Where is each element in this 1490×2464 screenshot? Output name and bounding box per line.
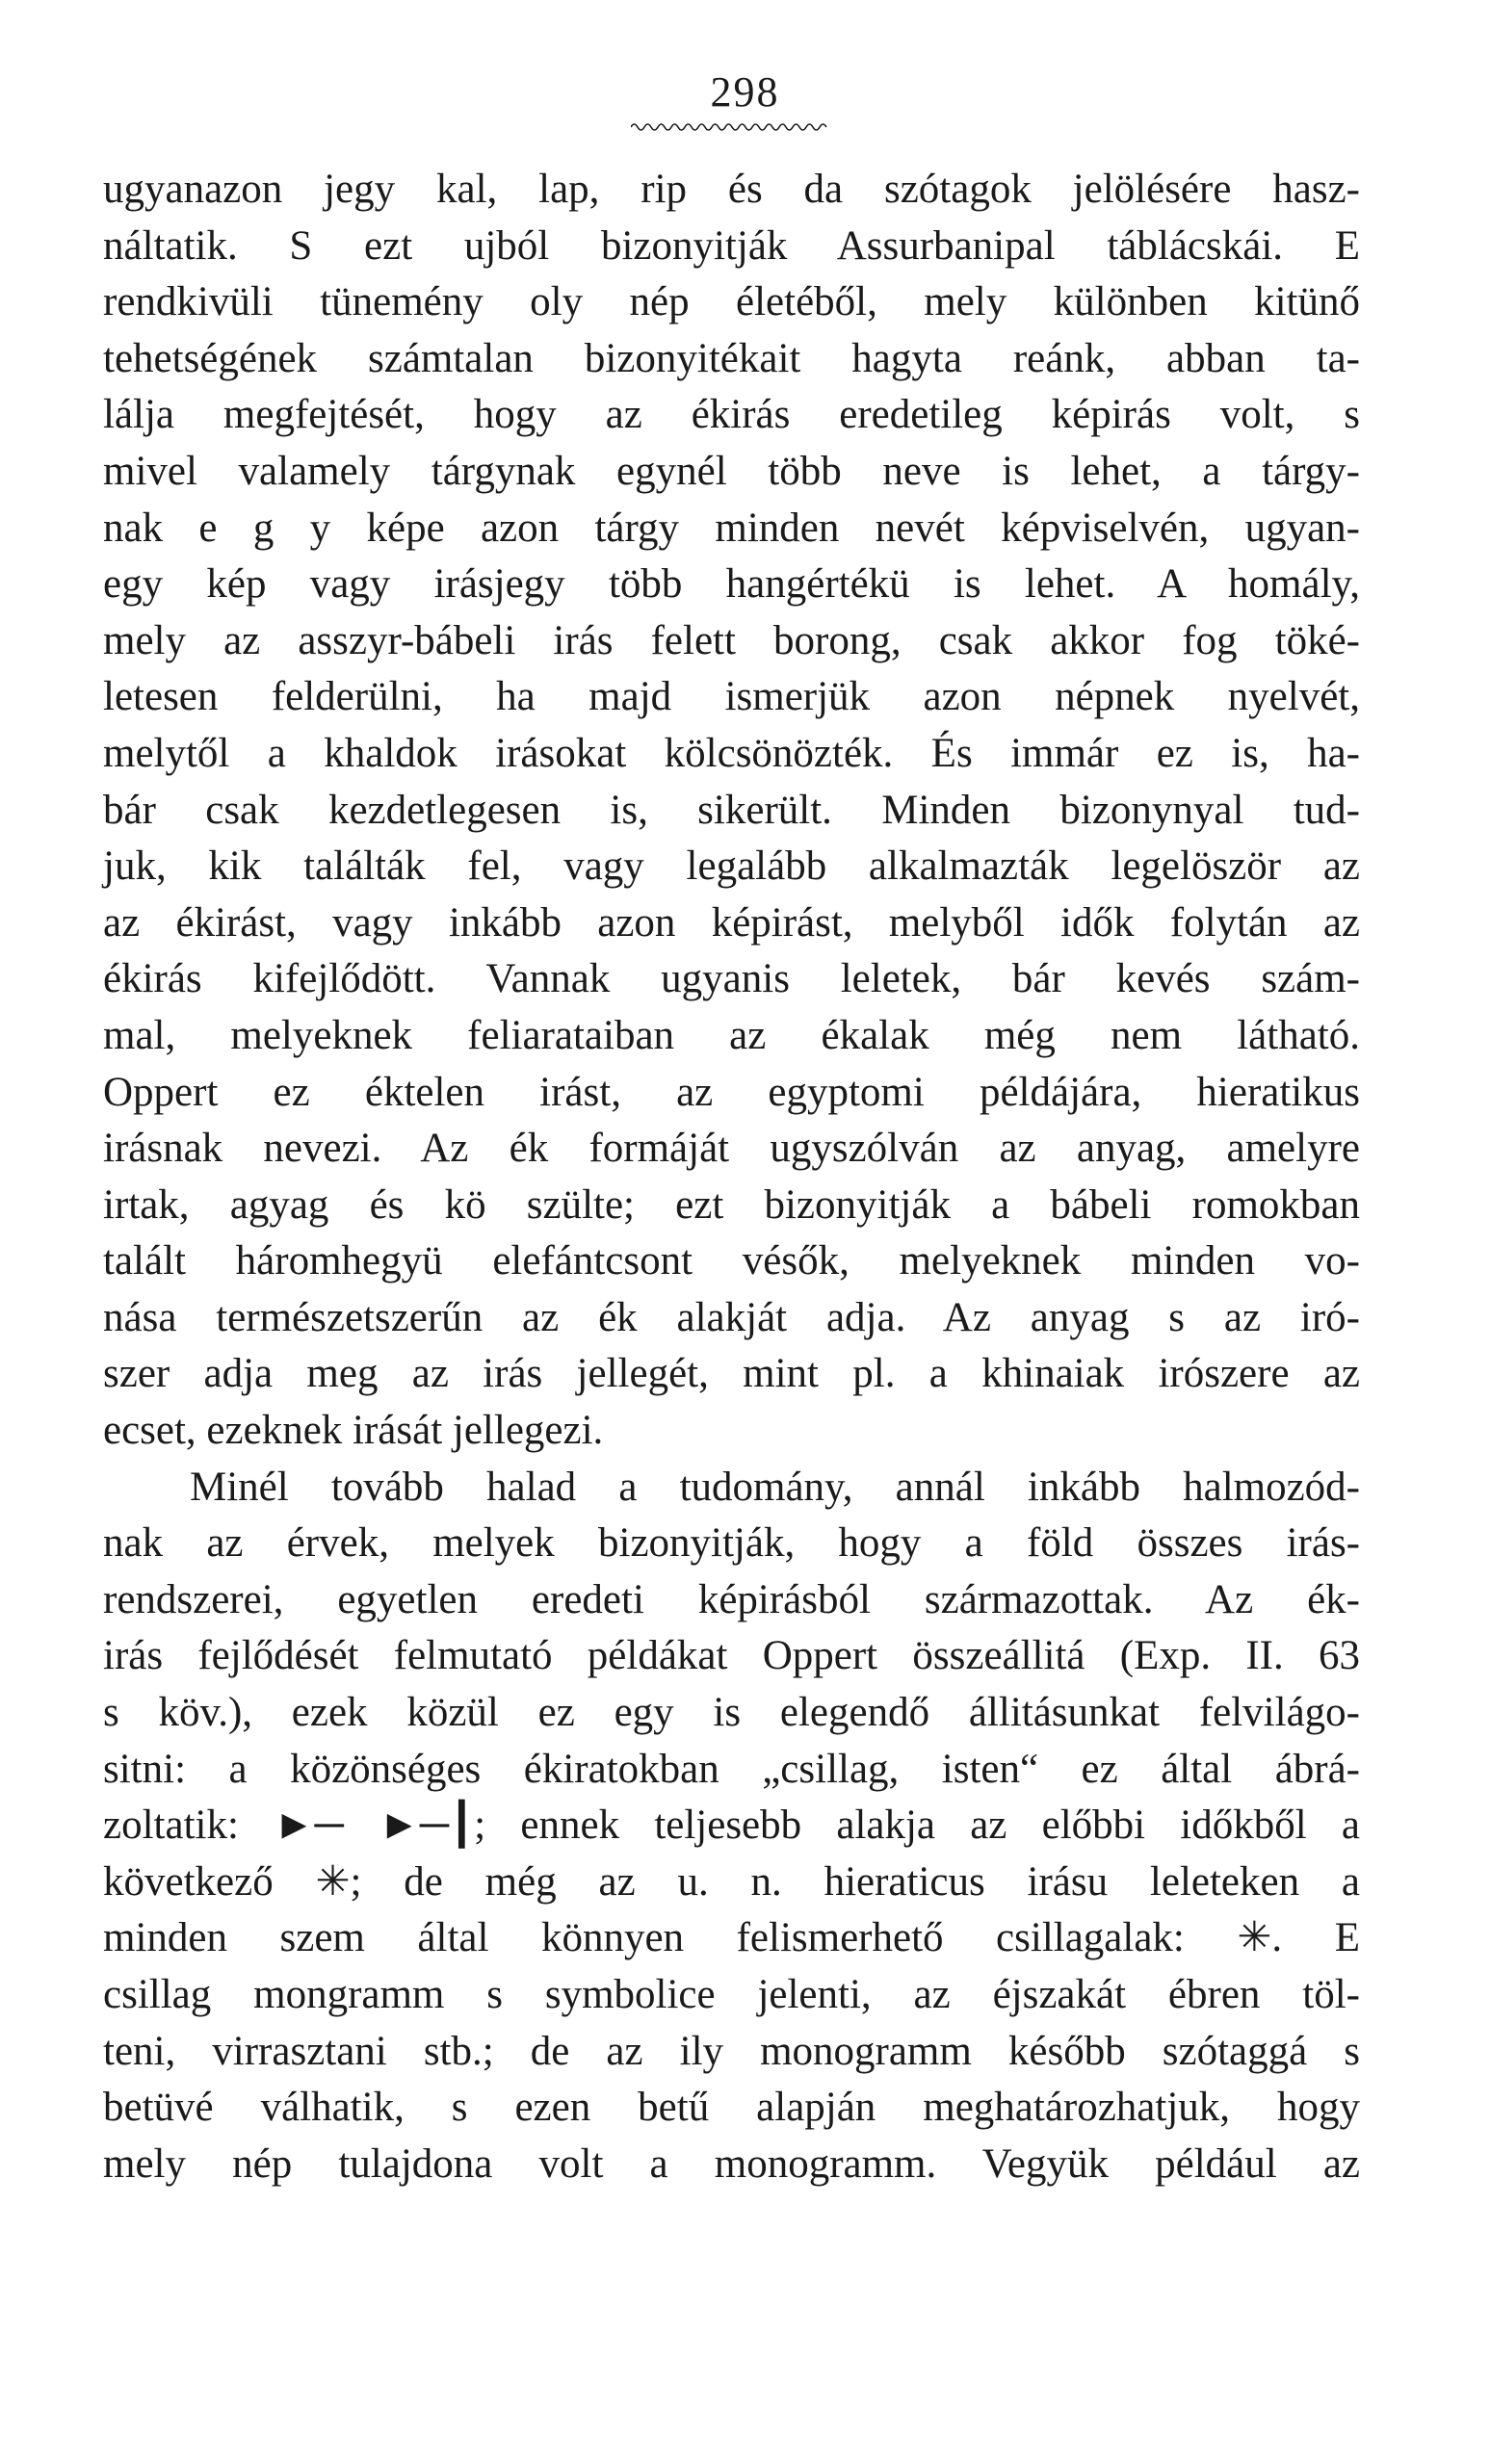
text-line: irásnak nevezi. Az ék formáját ugyszólván az anyag, amelyre xyxy=(103,1126,1360,1172)
text-line: nak e g y képe azon tárgy minden nevét képviselvén, ugyan- xyxy=(103,505,1360,551)
text-line: bár csak kezdetlegesen is, sikerült. Minden bizonynyal tud- xyxy=(103,787,1360,833)
text-line: letesen felderülni, ha majd ismerjük azon népnek nyelvét, xyxy=(103,674,1360,720)
text-line: betüvé válhatik, s ezen betű alapján meghatározhatjuk, hogy xyxy=(103,2085,1360,2131)
text-line: mal, melyeknek feliarataiban az ékalak még nem látható. xyxy=(103,1012,1360,1058)
text-line: náltatik. S ezt ujból bizonyitják Assurbanipal táblácskái. E xyxy=(103,222,1360,269)
text-line: csillag mongramm s symbolice jelenti, az éjszakát ébren töl- xyxy=(103,1972,1360,2017)
text-line: zoltatik: ►─ ►─┃; ennek teljesebb alakja az előbbi időkből a xyxy=(103,1803,1360,1849)
text-line: szer adja meg az irás jellegét, mint pl. a khinaiak irószere az xyxy=(103,1351,1360,1397)
text-line: következő ✳; de még az u. n. hieraticus irásu leleteken a xyxy=(103,1858,1360,1905)
text-line: rendszerei, egyetlen eredeti képirásból származottak. Az ék- xyxy=(103,1576,1360,1622)
text-line: sitni: a közönséges ékiratokban „csillag, isten“ ez által ábrá- xyxy=(103,1746,1360,1792)
text-line: nak az érvek, melyek bizonyitják, hogy a föld összes irás- xyxy=(103,1520,1360,1567)
paragraph-end-line: ecset, ezeknek irását jellegezi. xyxy=(103,1408,604,1454)
text-line: ugyanazon jegy kal, lap, rip és da szótagok jelölésére hasz- xyxy=(103,167,1360,212)
text-line: irás fejlődését felmutató példákat Oppert összeállitá (Exp. II. 63 xyxy=(103,1633,1360,1679)
text-line: s köv.), ezek közül ez egy is elegendő állitásunkat felvilágo- xyxy=(103,1690,1360,1736)
text-line: minden szem által könnyen felismerhető csillagalak: ✳. E xyxy=(103,1915,1360,1961)
text-line: mely nép tulajdona volt a monogramm. Vegyük például az xyxy=(103,2140,1360,2187)
body-text xyxy=(103,162,1360,2192)
text-line: ékirás kifejlődött. Vannak ugyanis leletek, bár kevés szám- xyxy=(103,956,1360,1002)
text-line: az ékirást, vagy inkább azon képirást, melyből idők folytán az xyxy=(103,899,1360,946)
text-line: lálja megfejtését, hogy az ékirás eredetileg képirás volt, s xyxy=(103,392,1360,438)
text-line: Oppert ez éktelen irást, az egyptomi példájára, hieratikus xyxy=(103,1069,1360,1115)
page-number: 298 xyxy=(710,68,780,116)
text-line: mely az asszyr-bábeli irás felett borong, csak akkor fog töké- xyxy=(103,617,1360,663)
text-line: melytől a khaldok irásokat kölcsönözték. És immár ez is, ha- xyxy=(103,730,1360,776)
wavy-rule-ornament xyxy=(631,121,828,133)
text-line: tehetségének számtalan bizonyitékait hagyta reánk, abban ta- xyxy=(103,335,1360,381)
text-line: nása természetszerűn az ék alakját adja. Az anyag s az iró- xyxy=(103,1294,1360,1340)
text-line: juk, kik találták fel, vagy legalább alkalmazták legelöször az xyxy=(103,843,1360,890)
text-line: teni, virrasztani stb.; de az ily monogramm később szótaggá s xyxy=(103,2028,1360,2074)
paragraph-start-line: Minél tovább halad a tudomány, annál inkább halmozód- xyxy=(190,1464,1360,1510)
text-line: irtak, agyag és kö szülte; ezt bizonyitják a bábeli romokban xyxy=(103,1181,1360,1228)
text-line: egy kép vagy irásjegy több hangértékü is lehet. A homály, xyxy=(103,561,1360,608)
text-line: mivel valamely tárgynak egynél több neve is lehet, a tárgy- xyxy=(103,448,1360,494)
text-line: talált háromhegyü elefántcsont vésők, melyeknek minden vo- xyxy=(103,1238,1360,1284)
text-line: rendkivüli tünemény oly nép életéből, mely különben kitünő xyxy=(103,279,1360,325)
